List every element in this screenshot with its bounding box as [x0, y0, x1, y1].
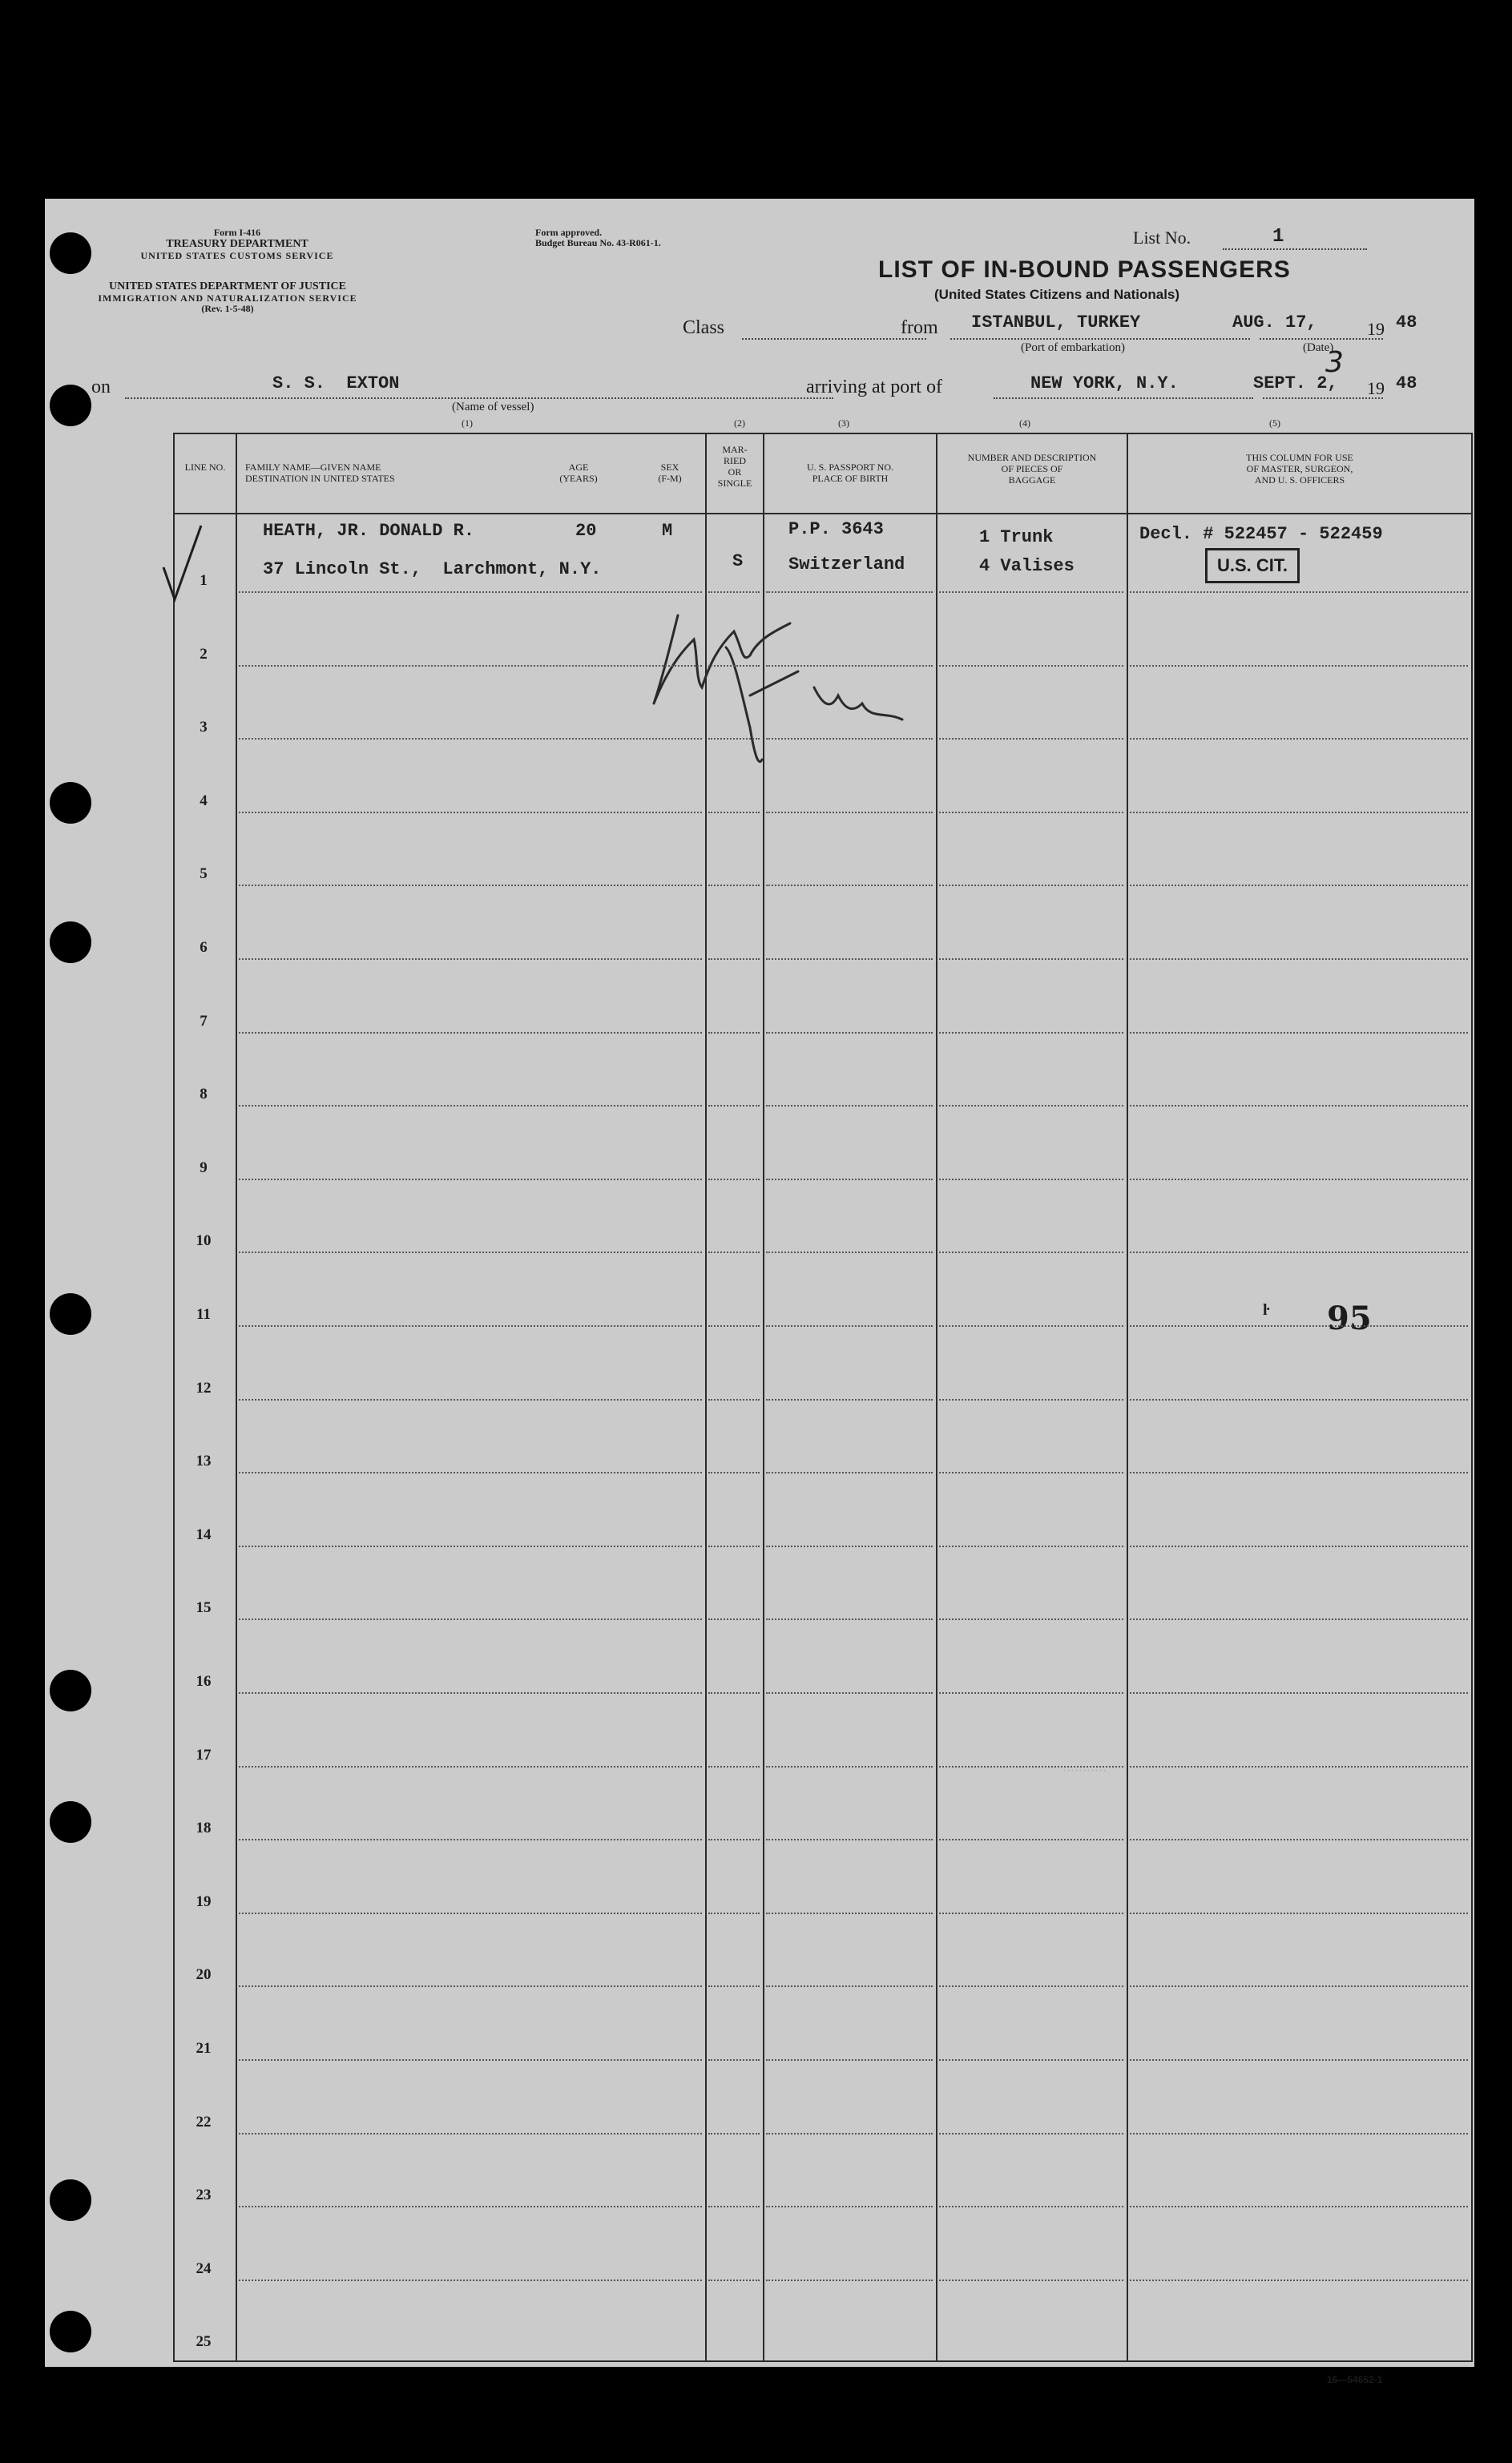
row-rule — [708, 885, 760, 886]
arriving-label: arriving at port of — [806, 377, 942, 397]
row-rule — [766, 958, 933, 960]
line-number: 4 — [200, 792, 208, 809]
punch-hole — [50, 1293, 91, 1335]
annotation-number: 95 — [1327, 1300, 1372, 1337]
line-number: 2 — [200, 645, 208, 663]
line-number: 20 — [196, 1966, 212, 1984]
row-rule — [708, 665, 760, 667]
check-mark-icon — [157, 519, 205, 607]
row-rule — [239, 1105, 702, 1107]
row-rule — [766, 812, 933, 813]
row-rule — [1130, 812, 1468, 813]
line-number: 21 — [196, 2040, 212, 2057]
row-rule — [766, 1618, 933, 1620]
age-unit: (YEARS) — [559, 473, 598, 484]
row-rule — [239, 1913, 702, 1914]
row-rule — [939, 1252, 1123, 1253]
treasury-department: TREASURY DEPARTMENT — [166, 238, 308, 250]
punch-hole — [50, 1670, 91, 1711]
married-heading-1: MAR- — [722, 444, 748, 455]
name-heading: FAMILY NAME—GIVEN NAME — [245, 462, 381, 473]
arrival-date-correction: 3 — [1325, 346, 1344, 379]
arrival-port: NEW YORK, N.Y. — [1030, 373, 1179, 393]
declaration-numbers: Decl. # 522457 - 522459 — [1139, 524, 1383, 544]
row-rule — [766, 1472, 933, 1473]
arrival-year-prefix: 19 — [1367, 378, 1385, 398]
row-rule — [939, 1105, 1123, 1107]
row-rule — [239, 1618, 702, 1620]
arrival-date: SEPT. 2, — [1253, 373, 1338, 393]
row-rule — [239, 2280, 702, 2281]
line-number: 22 — [196, 2113, 212, 2130]
row-rule — [239, 1985, 702, 1987]
form-page: Form I-416 TREASURY DEPARTMENT UNITED STATES CUSTOMS SERVICE UNITED STATES DEPARTMENT OF JUSTICE IMMIGRATION AND NATURALIZATION SERVICE (Rev. 1-5-48) Form approved. Budget Bureau No. 43-R061-1. List No. 1 LIST OF IN-BOUND PASSENGERS (United States Citizens and Nationals) Class from ISTANBUL, TURKEY (Port of embarkation) AUG. 17, (Date) 19 48 on S. S. EXTON (Name of vessel) arriving at port of NEW YORK, N.Y. SEPT. 2, 3 19 48 (1) (2) (3) (4) (5) LINE NO. FAMILY NAME—GIVEN NAME DESTINATION IN UNITED STATES AGE (YEARS) SEX (F-M) MAR- RIED OR SINGLE U. S. PASSPORT NO. PLACE OF BIRTH NUMBER AND DESCRIPTION OF PIECES OF BAGGAGE THIS COLUMN FOR USE OF MASTER, SURGEON, AND U. S. OFFICERS HEATH, JR. DONALD R. 20 M 37 Lincoln St., Larchmont, N.Y. S P.P. 3643 Switzerland 1 Trunk 4 Valises Decl. # 522457 - 522459 U.S. CIT. ŀ 95 ........... 1 2 3 4 5 6 7 8 9 10 11 12 13 14 15 16 17 18 19 20 21 22 23 24 25 16—54652-1 — [45, 199, 1474, 2367]
row-rule — [939, 1399, 1123, 1401]
column-number-3: (3) — [838, 417, 849, 429]
vessel-caption: (Name of vessel) — [452, 401, 534, 413]
on-label: on — [91, 377, 111, 397]
us-citizen-stamp: U.S. CIT. — [1205, 548, 1300, 583]
passenger-age: 20 — [575, 521, 597, 541]
row-rule — [1130, 958, 1468, 960]
from-label: from — [901, 317, 938, 338]
line-number: 13 — [196, 1453, 212, 1470]
line-number: 18 — [196, 1820, 212, 1837]
officers-heading-1: THIS COLUMN FOR USE — [1246, 452, 1353, 463]
column-number-1: (1) — [462, 417, 473, 429]
footer-code: 16—54652-1 — [1327, 2374, 1383, 2385]
baggage-valises: 4 Valises — [979, 556, 1075, 576]
passenger-sex: M — [662, 521, 673, 541]
row-rule — [1130, 2059, 1468, 2061]
row-rule — [239, 1839, 702, 1840]
line-number: 24 — [196, 2259, 212, 2277]
class-label: Class — [683, 317, 725, 338]
marital-status: S — [732, 551, 744, 571]
row-rule — [939, 1913, 1123, 1914]
row-rule — [939, 812, 1123, 813]
row-rule — [766, 1179, 933, 1180]
row-rule — [766, 885, 933, 886]
row-rule — [939, 738, 1123, 740]
sex-unit: (F-M) — [658, 473, 682, 484]
row-rule — [766, 1985, 933, 1987]
line-number: 8 — [200, 1086, 208, 1103]
married-heading-3: OR — [728, 466, 742, 478]
punch-hole — [50, 1801, 91, 1843]
line-number: 16 — [196, 1673, 212, 1690]
row-rule — [708, 591, 760, 593]
row-rule — [939, 1179, 1123, 1180]
row-rule — [708, 812, 760, 813]
baggage-heading-3: BAGGAGE — [1008, 474, 1056, 486]
line-number: 1 — [200, 572, 208, 589]
form-title: LIST OF IN-BOUND PASSENGERS — [878, 256, 1291, 283]
row-rule — [939, 1546, 1123, 1547]
department-justice: UNITED STATES DEPARTMENT OF JUSTICE — [109, 280, 346, 292]
row-rule — [1130, 738, 1468, 740]
row-rule — [239, 1399, 702, 1401]
line-number: 14 — [196, 1526, 212, 1543]
row-rule — [766, 591, 933, 593]
line-number: 19 — [196, 1893, 212, 1910]
form-number: Form I-416 — [213, 227, 261, 238]
row-rule — [939, 1472, 1123, 1473]
row-rule — [1130, 1766, 1468, 1768]
port-embark-caption: (Port of embarkation) — [1021, 341, 1125, 354]
row-rule — [239, 1325, 702, 1327]
column-number-4: (4) — [1019, 417, 1030, 429]
row-rule — [708, 1399, 760, 1401]
row-rule — [766, 1766, 933, 1768]
row-rule — [239, 1252, 702, 1253]
row-rule — [766, 2059, 933, 2061]
row-rule — [708, 1839, 760, 1840]
birthplace: Switzerland — [788, 554, 905, 574]
officers-heading-2: OF MASTER, SURGEON, — [1246, 463, 1353, 474]
row-rule — [939, 885, 1123, 886]
row-rule — [1130, 2133, 1468, 2134]
row-rule — [1130, 1399, 1468, 1401]
row-rule — [766, 1913, 933, 1914]
row-rule — [708, 958, 760, 960]
form-approved: Form approved. — [535, 227, 603, 238]
row-rule — [239, 885, 702, 886]
passenger-address: 37 Lincoln St., Larchmont, N.Y. — [263, 559, 602, 579]
punch-hole — [50, 2179, 91, 2221]
row-rule — [1130, 1252, 1468, 1253]
row-rule — [239, 1692, 702, 1694]
sex-heading: SEX — [660, 462, 679, 473]
row-rule — [939, 1692, 1123, 1694]
row-rule — [939, 1985, 1123, 1987]
row-rule — [1130, 591, 1468, 593]
row-rule — [1130, 2280, 1468, 2281]
form-subtitle: (United States Citizens and Nationals) — [934, 287, 1180, 302]
row-rule — [1130, 1913, 1468, 1914]
line-number: 12 — [196, 1379, 212, 1397]
customs-service: UNITED STATES CUSTOMS SERVICE — [140, 250, 334, 261]
row-rule — [708, 2206, 760, 2207]
row-rule — [239, 2133, 702, 2134]
row-rule — [766, 2280, 933, 2281]
row-rule — [239, 1766, 702, 1768]
line-number: 25 — [196, 2333, 212, 2351]
punch-hole — [50, 385, 91, 426]
punch-hole — [50, 782, 91, 824]
row-rule — [1130, 1325, 1468, 1327]
row-rule — [766, 2206, 933, 2207]
row-rule — [239, 1472, 702, 1473]
row-rule — [239, 665, 702, 667]
row-rule — [766, 1032, 933, 1034]
row-rule — [939, 1618, 1123, 1620]
line-number: 17 — [196, 1746, 212, 1764]
line-number: 7 — [200, 1012, 208, 1030]
row-rule — [239, 2206, 702, 2207]
budget-bureau: Budget Bureau No. 43-R061-1. — [535, 237, 661, 248]
punch-hole — [50, 232, 91, 274]
row-rule — [766, 1692, 933, 1694]
baggage-trunk: 1 Trunk — [979, 527, 1054, 547]
vessel-name: S. S. EXTON — [272, 373, 400, 393]
punch-hole — [50, 921, 91, 963]
row-rule — [239, 2059, 702, 2061]
punch-hole — [50, 2311, 91, 2352]
line-number: 23 — [196, 2187, 212, 2204]
age-heading: AGE — [568, 462, 589, 473]
row-rule — [239, 1032, 702, 1034]
row-rule — [1130, 1618, 1468, 1620]
row-rule — [939, 2206, 1123, 2207]
row-rule — [1130, 665, 1468, 667]
year-prefix: 19 — [1367, 319, 1385, 339]
row-rule — [1130, 2206, 1468, 2207]
row-rule — [939, 1766, 1123, 1768]
baggage-heading-1: NUMBER AND DESCRIPTION — [967, 452, 1097, 463]
list-no-value: 1 — [1272, 226, 1284, 248]
passenger-name: HEATH, JR. DONALD R. — [263, 521, 475, 541]
embark-date: AUG. 17, — [1232, 312, 1317, 333]
row-rule — [766, 1839, 933, 1840]
passport-heading: U. S. PASSPORT NO. — [807, 462, 893, 473]
baggage-heading-2: OF PIECES OF — [1001, 463, 1063, 474]
row-rule — [1130, 1839, 1468, 1840]
line-number: 11 — [196, 1306, 211, 1323]
row-rule — [708, 1546, 760, 1547]
date-caption: (Date) — [1303, 341, 1334, 354]
row-rule — [708, 1105, 760, 1107]
line-number: 10 — [196, 1232, 212, 1250]
row-rule — [939, 1032, 1123, 1034]
row-rule — [1130, 1692, 1468, 1694]
married-heading-2: RIED — [724, 455, 746, 466]
row-rule — [708, 2280, 760, 2281]
embark-year: 48 — [1396, 312, 1417, 333]
row-rule — [766, 1399, 933, 1401]
revision: (Rev. 1-5-48) — [201, 303, 254, 314]
row-rule — [708, 1618, 760, 1620]
row-rule — [708, 1985, 760, 1987]
row-rule — [766, 1325, 933, 1327]
row-rule — [239, 591, 702, 593]
row-rule — [1130, 1032, 1468, 1034]
married-heading-4: SINGLE — [717, 478, 752, 489]
ins-service: IMMIGRATION AND NATURALIZATION SERVICE — [98, 292, 357, 304]
signature — [622, 599, 926, 776]
birthplace-heading: PLACE OF BIRTH — [812, 473, 889, 484]
row-rule — [239, 738, 702, 740]
list-no-label: List No. — [1133, 228, 1191, 248]
row-rule — [1130, 1179, 1468, 1180]
line-number: 15 — [196, 1599, 212, 1617]
row-rule — [708, 738, 760, 740]
officers-heading-3: AND U. S. OFFICERS — [1254, 474, 1345, 486]
row-rule — [708, 1325, 760, 1327]
arrival-year: 48 — [1396, 373, 1417, 393]
line-number: 5 — [200, 865, 208, 883]
row-rule — [766, 1252, 933, 1253]
line-number: 9 — [200, 1159, 208, 1176]
row-rule — [766, 665, 933, 667]
row-rule — [939, 1839, 1123, 1840]
row-rule — [1130, 1105, 1468, 1107]
row-rule — [239, 1546, 702, 1547]
row-rule — [939, 958, 1123, 960]
line-number: 6 — [200, 939, 208, 956]
row-rule — [939, 1325, 1123, 1327]
destination-heading: DESTINATION IN UNITED STATES — [245, 473, 395, 484]
row-rule — [939, 665, 1123, 667]
column-number-2: (2) — [734, 417, 745, 429]
row-rule — [239, 812, 702, 813]
row-rule — [766, 2133, 933, 2134]
row-rule — [1130, 885, 1468, 886]
row-rule — [939, 2280, 1123, 2281]
line-number: 3 — [200, 719, 208, 736]
row-rule — [1130, 1985, 1468, 1987]
row-rule — [766, 738, 933, 740]
row-rule — [708, 1179, 760, 1180]
row-rule — [708, 2133, 760, 2134]
row-rule — [939, 2059, 1123, 2061]
row-rule — [708, 2059, 760, 2061]
column-number-5: (5) — [1269, 417, 1280, 429]
row-rule — [708, 1692, 760, 1694]
row-rule — [708, 1913, 760, 1914]
row-rule — [239, 958, 702, 960]
row-rule — [766, 1105, 933, 1107]
port-embarkation: ISTANBUL, TURKEY — [971, 312, 1141, 333]
row-rule — [1130, 1472, 1468, 1473]
row-rule — [766, 1546, 933, 1547]
row-rule — [708, 1032, 760, 1034]
row-rule — [939, 2133, 1123, 2134]
row-rule — [708, 1252, 760, 1253]
row-rule — [939, 591, 1123, 593]
row-rule — [1130, 1546, 1468, 1547]
row-rule — [708, 1472, 760, 1473]
row-rule — [239, 1179, 702, 1180]
line-no-heading: LINE NO. — [184, 462, 226, 473]
passport-number: P.P. 3643 — [788, 519, 884, 539]
row-rule — [708, 1766, 760, 1768]
